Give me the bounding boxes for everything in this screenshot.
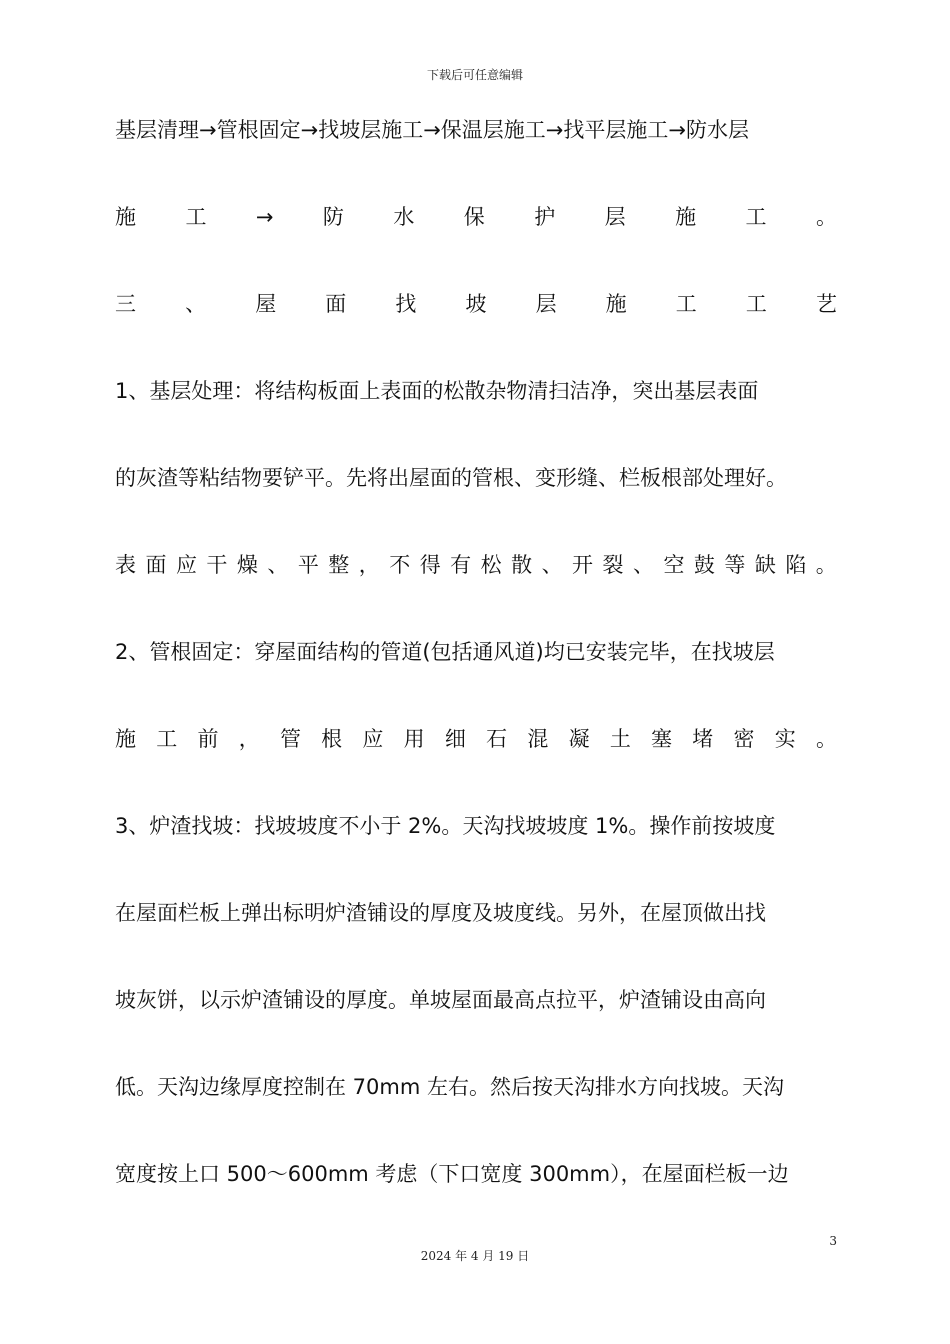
text-line: 1、基层处理：将结构板面上表面的松散杂物清扫洁净，突出基层表面 <box>115 379 759 403</box>
page-header: 下载后可任意编辑 <box>426 68 523 82</box>
page-footer-date: 2024 年 4 月 19 日 <box>420 1249 530 1263</box>
text-line: 2、管根固定：穿屋面结构的管道(包括通风道)均已安装完毕，在找坡层 <box>115 640 775 664</box>
text-line: 的灰渣等粘结物要铲平。先将出屋面的管根、变形缝、栏板根部处理好。 <box>115 466 787 490</box>
text-line: 在屋面栏板上弹出标明炉渣铺设的厚度及坡度线。另外，在屋顶做出找 <box>115 901 766 925</box>
text-line: 基层清理→管根固定→找坡层施工→保温层施工→找平层施工→防水层 <box>115 118 749 142</box>
text-line: 3、炉渣找坡：找坡坡度不小于 2%。天沟找坡坡度 1%。操作前按坡度 <box>115 814 776 838</box>
document-body <box>115 111 837 1242</box>
text-line: 表 面 应 干 燥 、 平 整 ， 不 得 有 松 散 、 开 裂 、 空 鼓 等 缺 陷 。 <box>115 553 837 577</box>
text-line: 施 工 → 防 水 保 护 层 施 工 。 <box>115 205 837 229</box>
text-line: 三 、 屋 面 找 坡 层 施 工 工 艺 <box>115 292 837 316</box>
page-number: 3 <box>829 1234 837 1248</box>
text-line: 施 工 前 ， 管 根 应 用 细 石 混 凝 土 塞 堵 密 实 。 <box>115 727 837 751</box>
text-line: 宽度按上口 500～600mm 考虑（下口宽度 300mm），在屋面栏板一边 <box>115 1162 789 1186</box>
text-line: 坡灰饼，以示炉渣铺设的厚度。单坡屋面最高点拉平，炉渣铺设由高向 <box>115 988 766 1012</box>
text-line: 低。天沟边缘厚度控制在 70mm 左右。然后按天沟排水方向找坡。天沟 <box>115 1075 784 1099</box>
